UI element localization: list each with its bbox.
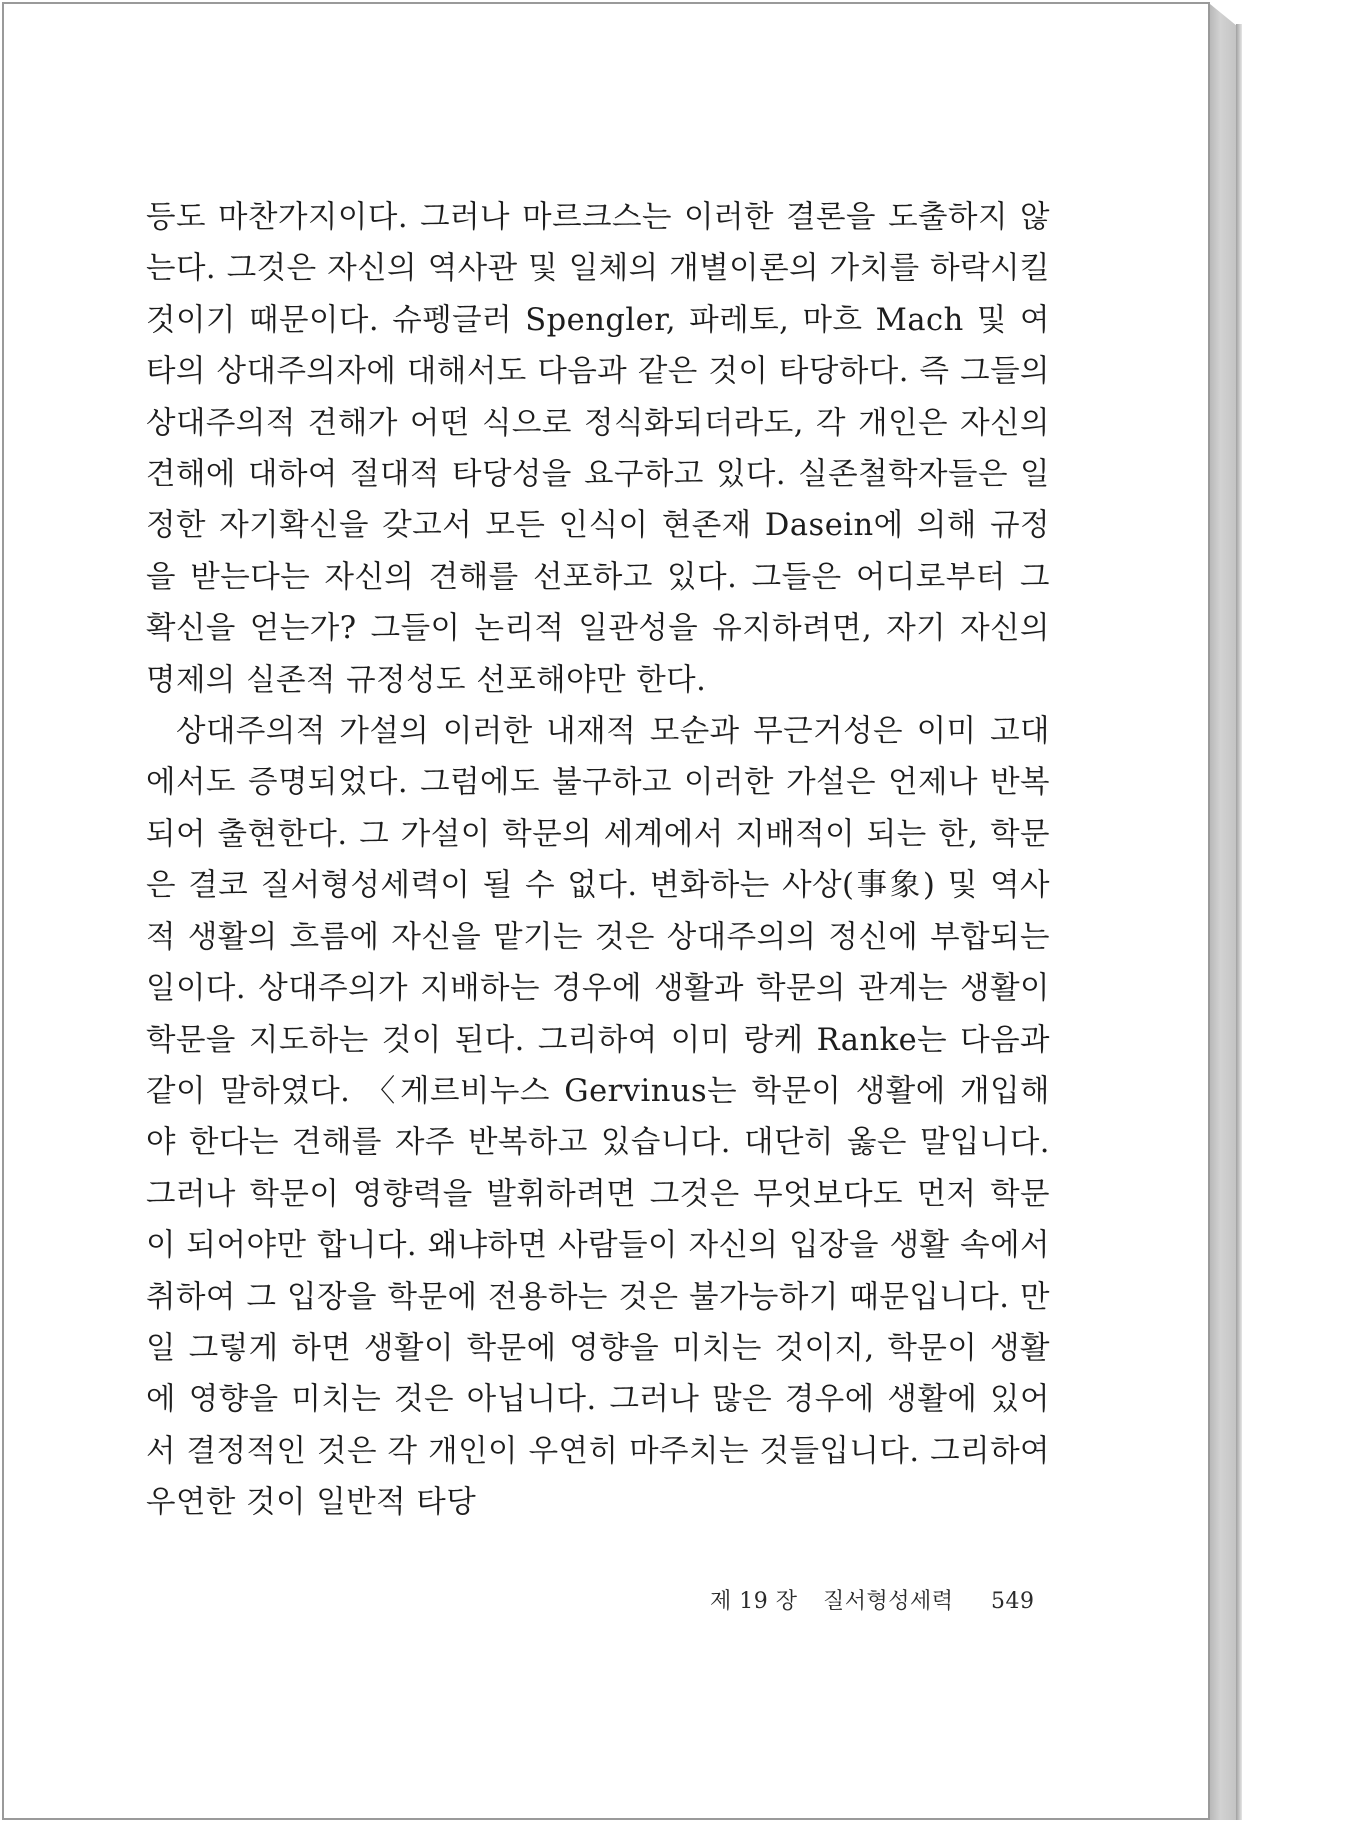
running-footer bbox=[710, 1584, 1035, 1615]
page-edge-decoration bbox=[1210, 4, 1237, 1820]
chapter-label: 제 19 장 bbox=[710, 1589, 798, 1614]
page-number: 549 bbox=[991, 1589, 1035, 1614]
body-text bbox=[146, 192, 1050, 1529]
paragraph: 상대주의적 가설의 이러한 내재적 모순과 무근거성은 이미 고대에서도 증명되었다. 그럼에도 불구하고 이러한 가설은 언제나 반복되어 출현한다. 그 가설이 학문의 세계에서 지배적이 되는 한, 학문은 결코 질서형성세력이 될 수 없다. 변화하는 사상(事象) 및 역사적 생활의 흐름에 자신을 맡기는 것은 상대주의의 정신에 부합되는 일이다. 상대주의가 지배하는 경우에 생활과 학문의 관계는 생활이 학문을 지도하는 것이 된다. 그리하여 이미 랑케 Ranke는 다음과 같이 말하였다. 〈게르비누스 Gervinus는 학문이 생활에 개입해야 한다는 견해를 자주 반복하고 있습니다. 대단히 옳은 말입니다. 그러나 학문이 영향력을 발휘하려면 그것은 무엇보다도 먼저 학문이 되어야만 합니다. 왜냐하면 사람들이 자신의 입장을 생활 속에서 취하여 그 입장을 학문에 전용하는 것은 불가능하기 때문입니다. 만일 그렇게 하면 생활이 학문에 영향을 미치는 것이지, 학문이 생활에 영향을 미치는 것은 아닙니다. 그러나 많은 경우에 생활에 있어서 결정적인 것은 각 개인이 우연히 마주치는 것들입니다. 그리하여 우연한 것이 일반적 타당 bbox=[146, 714, 1050, 1521]
paragraph: 등도 마찬가지이다. 그러나 마르크스는 이러한 결론을 도출하지 않는다. 그것은 자신의 역사관 및 일체의 개별이론의 가치를 하락시킬 것이기 때문이다. 슈펭글러 Spengler, 파레토, 마흐 Mach 및 여타의 상대주의자에 대해서도 다음과 같은 것이 타당하다. 즉 그들의 상대주의적 견해가 어떤 식으로 정식화되더라도, 각 개인은 자신의 견해에 대하여 절대적 타당성을 요구하고 있다. 실존철학자들은 일정한 자기확신을 갖고서 모든 인식이 현존재 Dasein에 의해 규정을 받는다는 자신의 견해를 선포하고 있다. 그들은 어디로부터 그 확신을 얻는가? 그들이 논리적 일관성을 유지하려면, 자기 자신의 명제의 실존적 규정성도 선포해야만 한다. bbox=[146, 200, 1050, 698]
chapter-title: 질서형성세력 bbox=[823, 1589, 954, 1614]
page-shadow bbox=[1236, 24, 1242, 1820]
